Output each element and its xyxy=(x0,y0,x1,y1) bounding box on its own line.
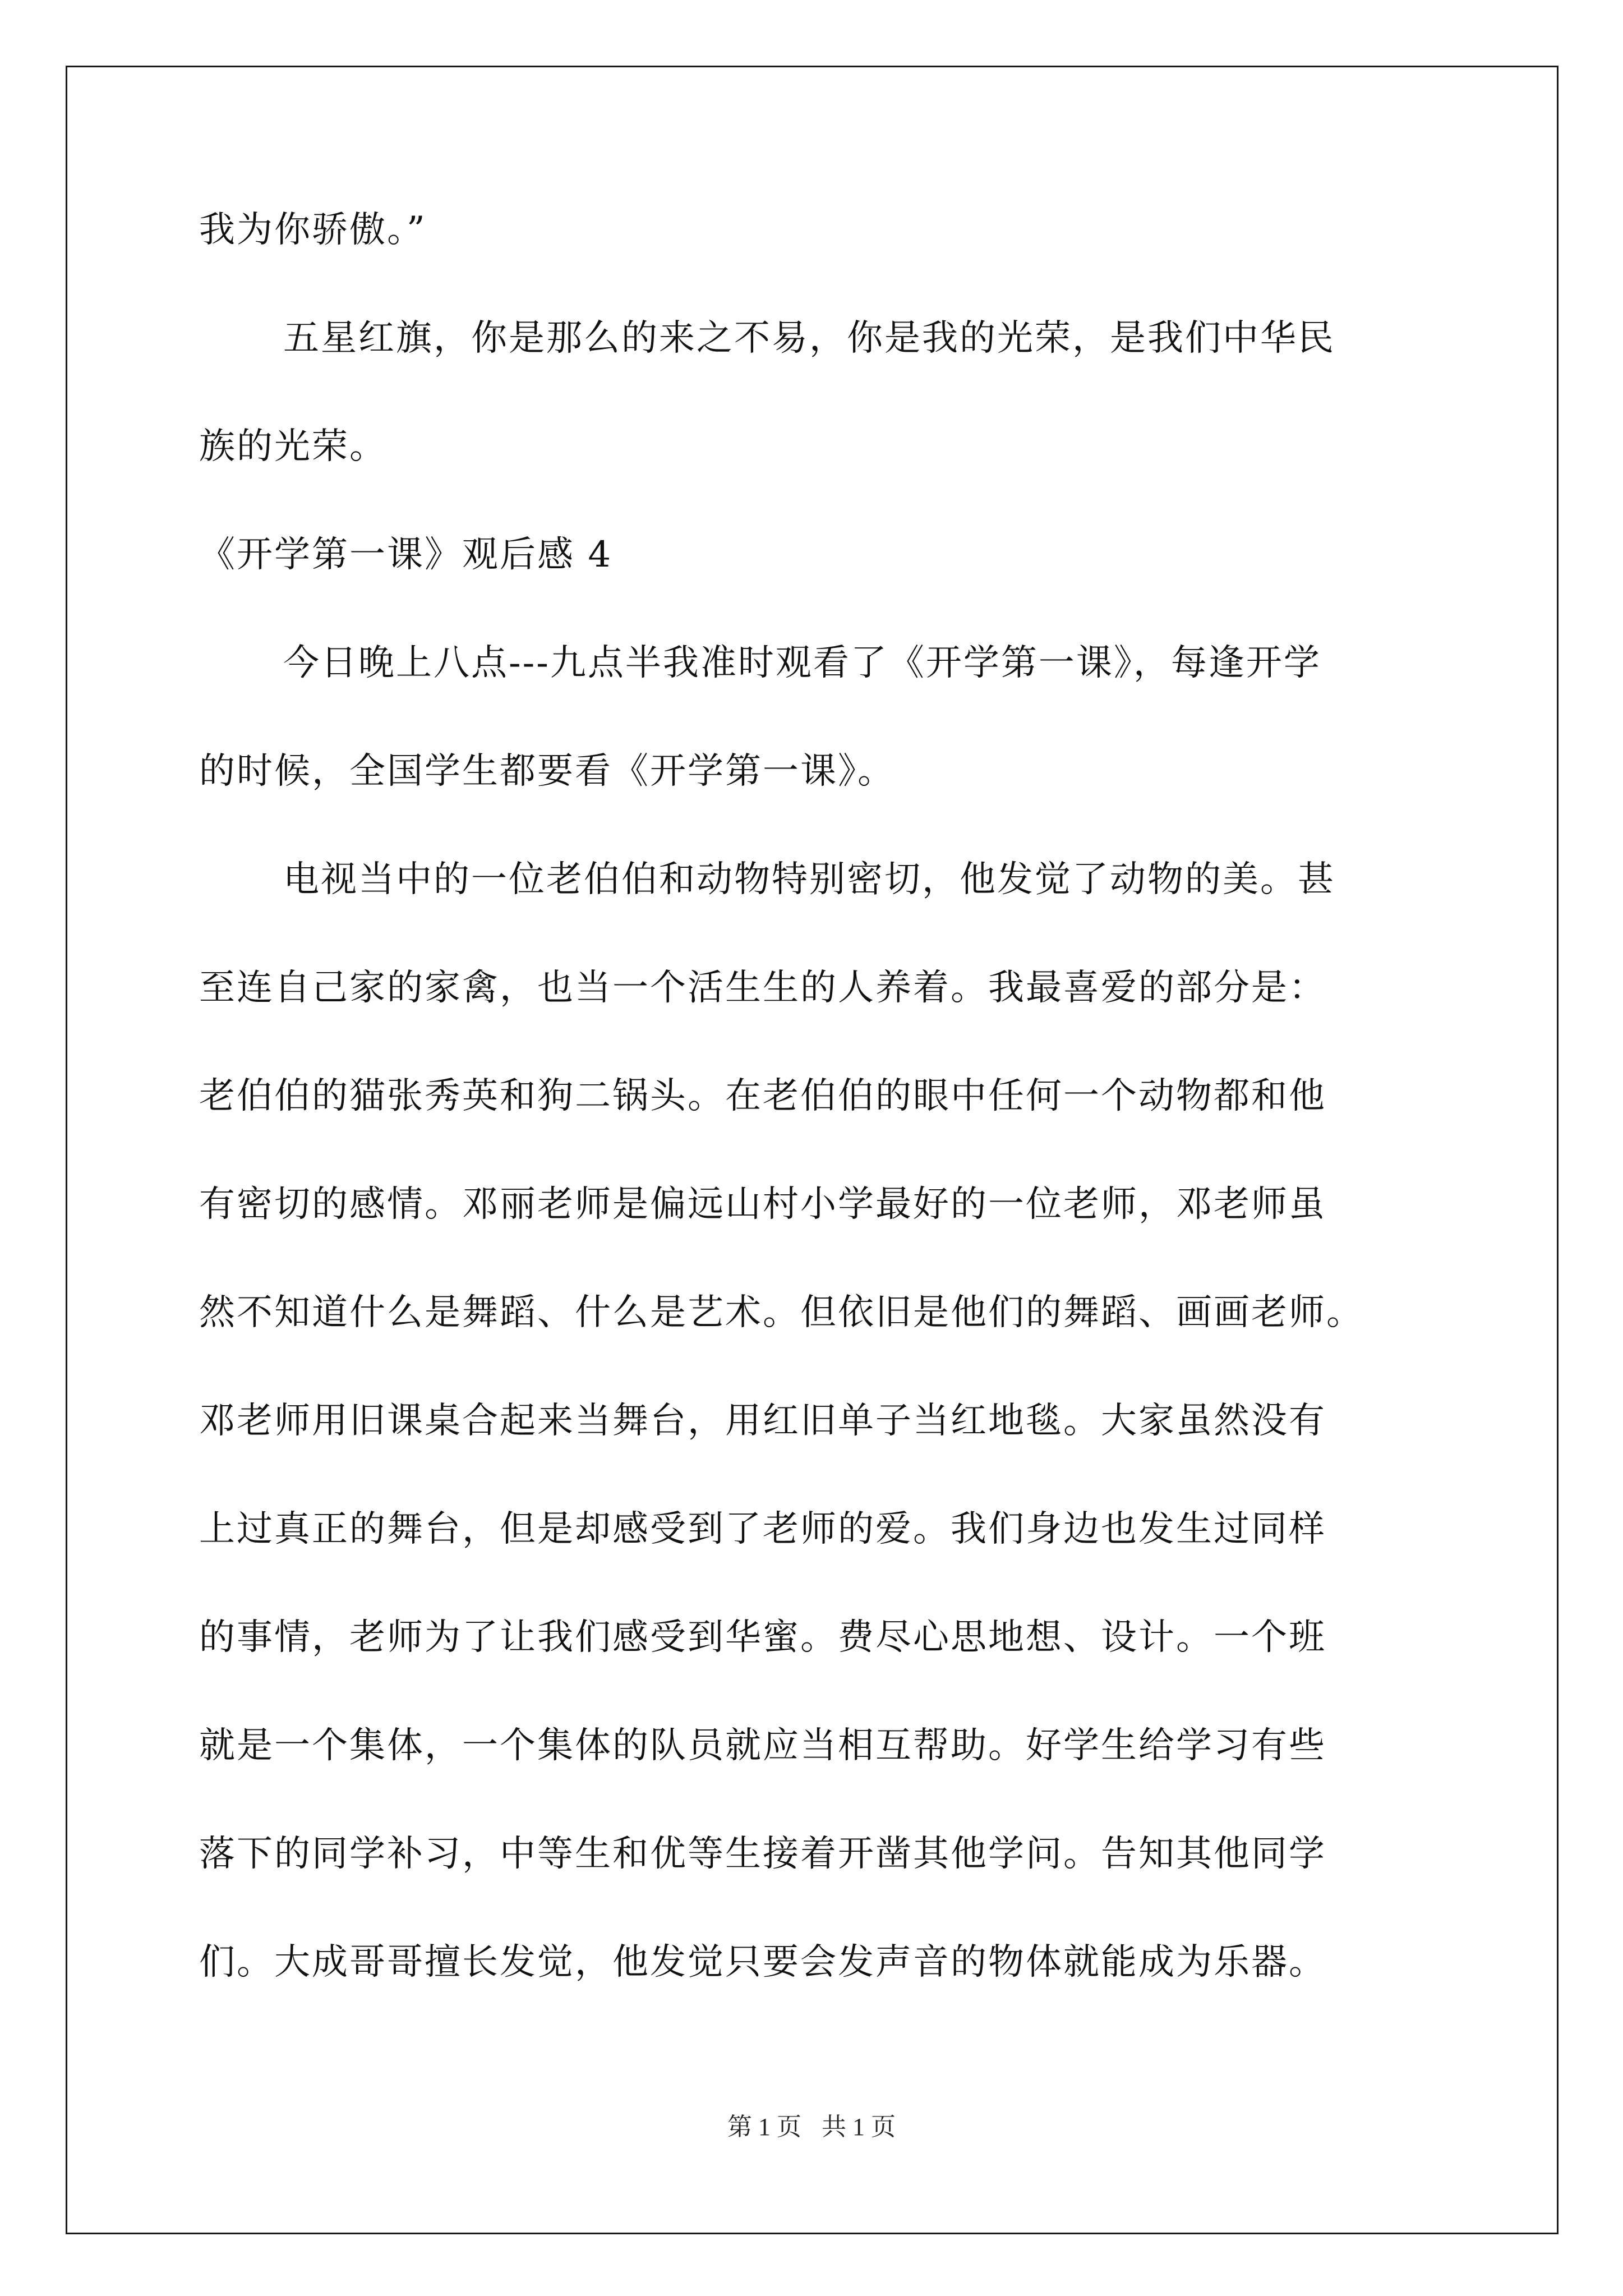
text-line: 的时候，全国学生都要看《开学第一课》。 xyxy=(199,751,895,792)
text-line: 我为你骄傲。” xyxy=(199,209,427,251)
text-line: 邓老师用旧课桌合起来当舞台，用红旧单子当红地毯。大家虽然没有 xyxy=(199,1400,1326,1442)
text-line: 的事情，老师为了让我们感受到华蜜。费尽心思地想、设计。一个班 xyxy=(199,1617,1326,1658)
text-line: 然不知道什么是舞蹈、什么是艺术。但依旧是他们的舞蹈、画画老师。 xyxy=(199,1292,1364,1333)
page-footer xyxy=(0,2106,1623,2142)
text-line: 落下的同学补习，中等生和优等生接着开凿其他学问。告知其他同学 xyxy=(199,1833,1326,1875)
text-line: 五星红旗，你是那么的来之不易，你是我的光荣，是我们中华民 xyxy=(283,318,1335,359)
text-line: 电视当中的一位老伯伯和动物特别密切，他发觉了动物的美。甚 xyxy=(283,859,1335,900)
section-heading: 《开学第一课》观后感 4 xyxy=(199,534,613,576)
text-line: 至连自己家的家禽，也当一个活生生的人养着。我最喜爱的部分是： xyxy=(199,967,1326,1009)
page-total: 共 1 页 xyxy=(822,2113,896,2141)
text-line: 今日晚上八点---九点半我准时观看了《开学第一课》，每逢开学 xyxy=(283,642,1321,684)
text-line: 老伯伯的猫张秀英和狗二锅头。在老伯伯的眼中任何一个动物都和他 xyxy=(199,1075,1326,1117)
page-number: 第 1 页 xyxy=(727,2113,801,2141)
text-line: 族的光荣。 xyxy=(199,426,387,467)
text-line: 就是一个集体，一个集体的队员就应当相互帮助。好学生给学习有些 xyxy=(199,1725,1326,1766)
text-line: 上过真正的舞台，但是却感受到了老师的爱。我们身边也发生过同样 xyxy=(199,1508,1326,1550)
text-line: 们。大成哥哥擅长发觉，他发觉只要会发声音的物体就能成为乐器。 xyxy=(199,1941,1326,1983)
text-line: 有密切的感情。邓丽老师是偏远山村小学最好的一位老师，邓老师虽 xyxy=(199,1184,1326,1225)
page-border xyxy=(66,66,1559,2234)
